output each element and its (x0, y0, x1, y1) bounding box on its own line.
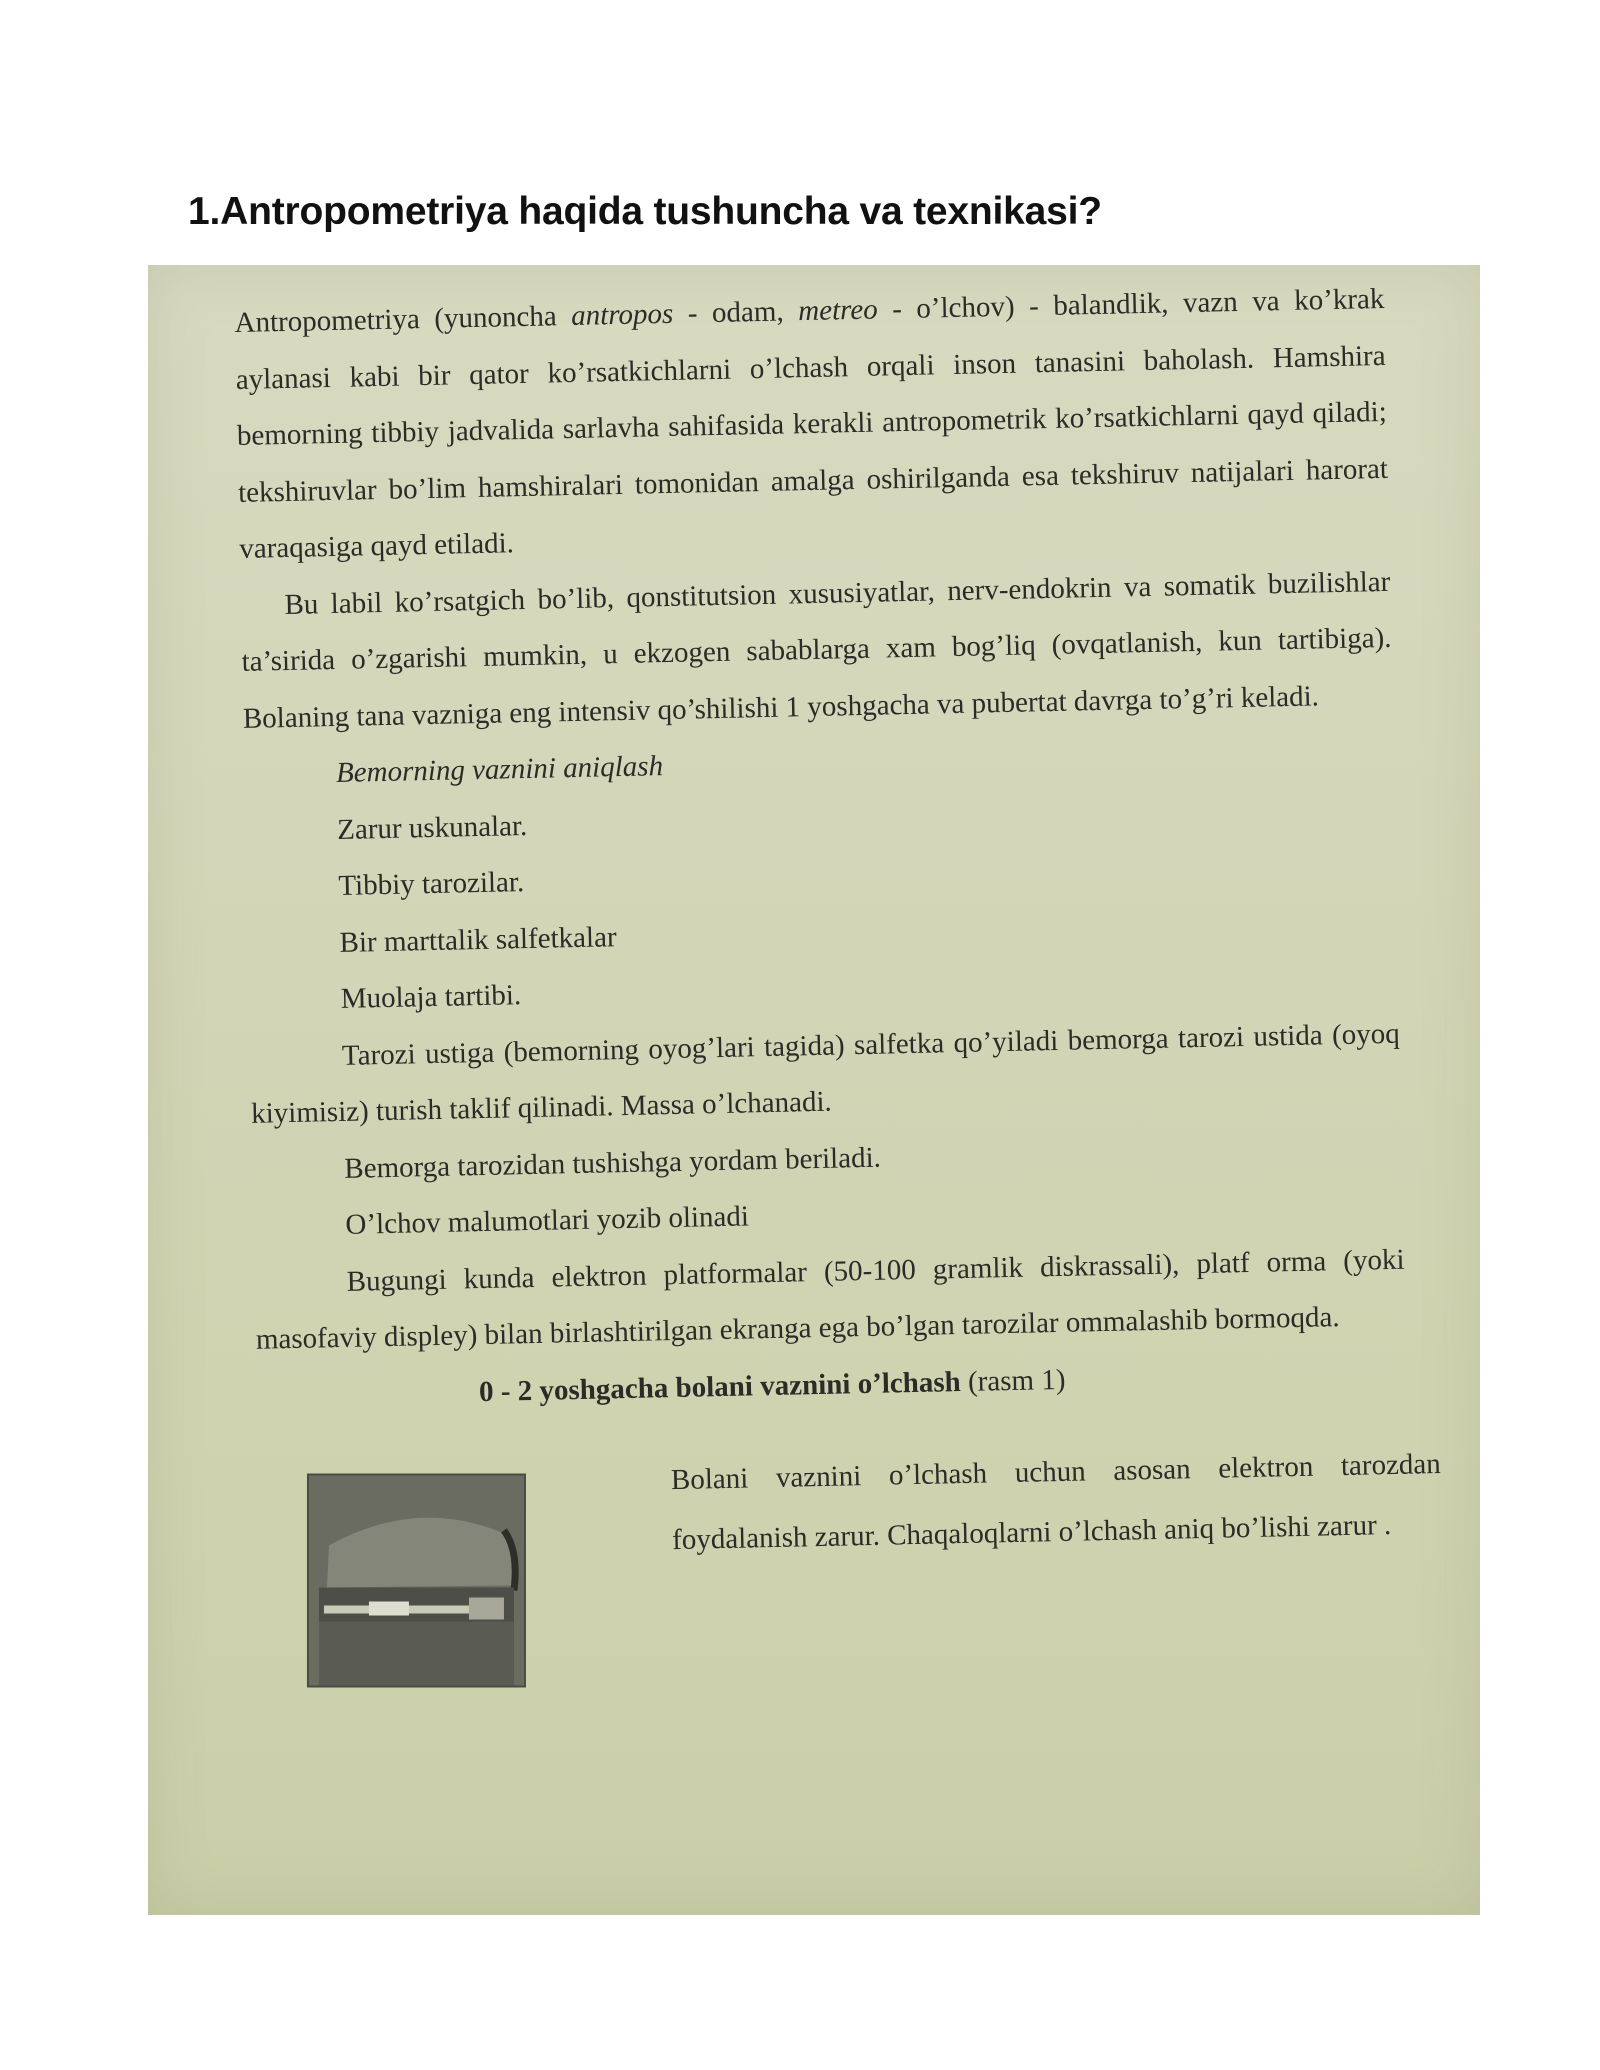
scanned-text (234, 271, 1442, 1709)
paragraph-procedure: Tarozi ustiga (bemorning oyog’lari tagida) salfetka qo’yiladi bemorga tarozi ustida (oyoq kiyimisiz) turish taklif qilinadi. Massa o’lchanadi. (250, 1017, 1401, 1130)
paragraph-step: O’lchov malumotlari yozib olinadi (345, 1200, 750, 1241)
paragraph-labile-indicator: Bu labil ko’rsatgich bo’lib, qonstitutsion xususiyatlar, nerv-endokrin va somatik buzilishlar ta’sirida o’zgarishi mumkin, u ekzogen sabablarga xam bog’liq (ovqatlanish, kun tartibiga). Bolaning tana vazniga eng intensiv qo’shilishi 1 yoshgacha va pubertat davrga to’g’ri keladi. (241, 565, 1392, 735)
list-item: Bir marttalik salfetkalar (339, 920, 617, 959)
subheading-weight: Bemorning vaznini aniqlash (335, 750, 664, 789)
baby-scale-image (307, 1473, 526, 1687)
figure-side-text: Bolani vaznini o’lchash uchun asosan elektron tarozdan foydalanish zarur. Chaqaloqlarni o’lchash aniq bo’lishi zarur . (670, 1447, 1442, 1557)
paragraph-definition: Antropometriya (yunoncha antropos - odam, metreo - o’lchov) - balandlik, vazn va ko’krak aylanasi kabi bir qator ko’rsatkichlarni o’lchash orqali inson tanasini baholash. Hamshira bemorning tibbiy jadvalida sarlavha sahifasida kerakli antropometrik ko’rsatkichlarni qayd qiladi; tekshiruvlar bo’lim hamshiralari tomonidan amalga oshirilganda esa tekshiruv natijalari harorat varaqasiga qayd etiladi. (234, 282, 1389, 565)
page-heading: 1.Antropometriya haqida tushuncha va texnikasi? (188, 190, 1102, 233)
list-item: Tibbiy tarozilar. (338, 866, 525, 902)
figure-row (258, 1435, 1442, 1709)
list-item: Muolaja tartibi. (340, 979, 522, 1015)
paragraph-step: Bemorga tarozidan tushishga yordam beriladi. (343, 1141, 882, 1185)
list-item: Zarur uskunalar. (336, 809, 528, 846)
figure-caption: 0 - 2 yoshgacha bolani vaznini o’lchash (rasm 1) (478, 1363, 1066, 1408)
paragraph-electronic-scales: Bugungi kunda elektron platformalar (50-100 gramlik diskrassali), platf orma (yoki masofaviy displey) bilan birlashtirilgan ekranga ega bo’lgan tarozilar ommalashib bormoqda. (255, 1243, 1405, 1356)
scanned-page-photo (148, 265, 1480, 1915)
baby-scale-icon (309, 1475, 524, 1685)
